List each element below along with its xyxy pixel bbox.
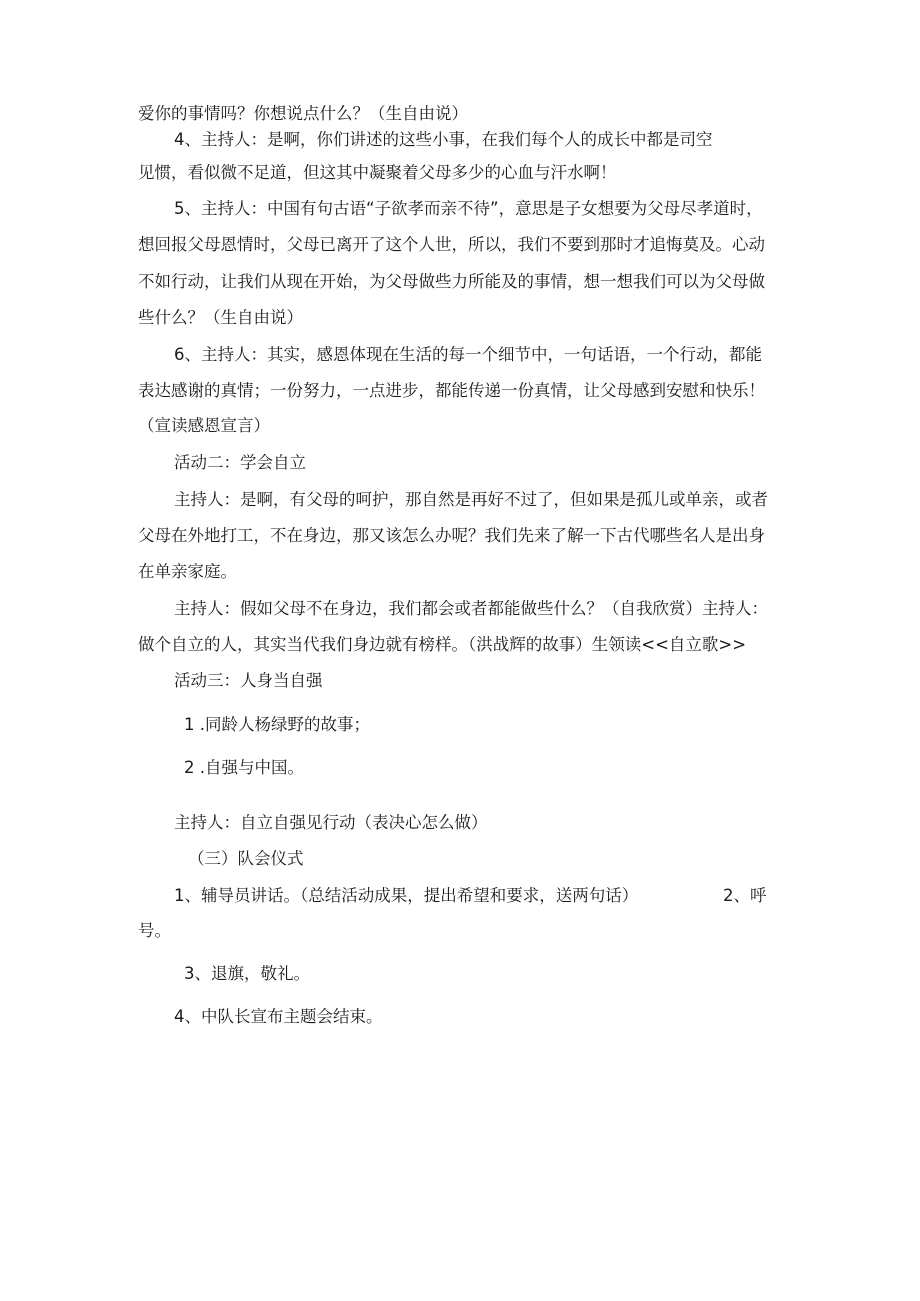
list-item: 2 .自强与中国。 <box>184 758 304 777</box>
text-line: 4、主持人：是啊，你们讲述的这些小事，在我们每个人的成长中都是司空 <box>174 130 713 149</box>
text-line: 表达感谢的真情；一份努力，一点进步，都能传递一份真情，让父母感到安慰和快乐！ <box>138 381 765 400</box>
text-line: 主持人：假如父母不在身边，我们都会或者都能做些什么？（自我欣赏）主持人： <box>174 599 768 618</box>
text-line: 5、主持人：中国有句古语“子欲孝而亲不待”，意思是子女想要为父母尽孝道时， <box>174 199 763 218</box>
text-line: 不如行动，让我们从现在开始，为父母做些力所能及的事情，想一想我们可以为父母做 <box>138 272 765 291</box>
text-line: 号。 <box>138 921 171 940</box>
text-line: 爱你的事情吗？你想说点什么？（生自由说） <box>138 104 468 123</box>
section-heading: 活动三：人身当自强 <box>174 671 323 690</box>
text-line: 见惯，看似微不足道，但这其中凝聚着父母多少的心血与汗水啊！ <box>138 163 617 182</box>
list-item: 3、退旗，敬礼。 <box>184 964 310 983</box>
text-line: 些什么？（生自由说） <box>138 308 303 327</box>
section-heading: 活动二：学会自立 <box>174 453 306 472</box>
text-line: 父母在外地打工，不在身边，那又该怎么办呢？我们先来了解一下古代哪些名人是出身 <box>138 526 765 545</box>
list-item: 2、呼 <box>723 886 767 905</box>
text-line: 主持人：自立自强见行动（表决心怎么做） <box>174 813 488 832</box>
text-line: 主持人：是啊，有父母的呵护，那自然是再好不过了，但如果是孤儿或单亲，或者 <box>174 490 768 509</box>
text-line: （宣读感恩宣言） <box>138 416 270 435</box>
list-item: 4、中队长宣布主题会结束。 <box>174 1007 383 1026</box>
list-item: 1、辅导员讲话。（总结活动成果，提出希望和要求，送两句话） <box>174 886 639 905</box>
text-line: 在单亲家庭。 <box>138 562 237 581</box>
section-heading: （三）队会仪式 <box>188 849 304 868</box>
text-line: 想回报父母恩情时，父母已离开了这个人世，所以，我们不要到那时才追悔莫及。心动 <box>138 235 765 254</box>
text-line: 6、主持人：其实，感恩体现在生活的每一个细节中，一句话语，一个行动，都能 <box>174 345 762 364</box>
text-line: 做个自立的人，其实当代我们身边就有榜样。（洪战辉的故事）生领读<<自立歌>> <box>138 635 747 654</box>
list-item: 1 .同龄人杨绿野的故事； <box>184 715 370 734</box>
